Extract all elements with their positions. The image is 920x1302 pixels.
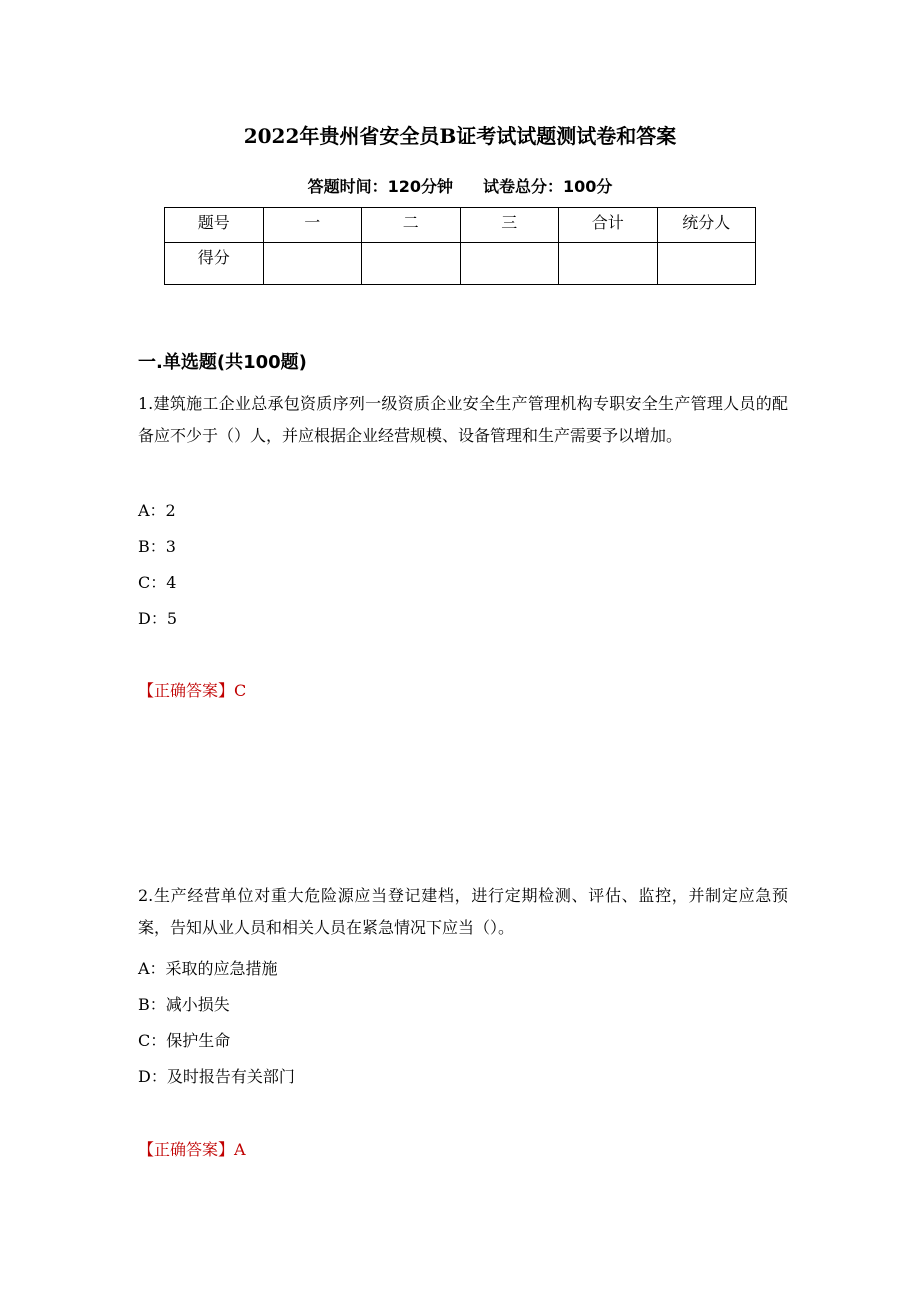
exam-meta — [0, 174, 920, 197]
question-option: A：采取的应急措施 — [138, 959, 278, 978]
score-table-header-cell: 二 — [362, 208, 461, 243]
answer-bracket-close: 】 — [218, 681, 235, 700]
score-table-score-row — [165, 243, 756, 285]
answer-value: C — [234, 681, 247, 700]
exam-time: 答题时间：120分钟 — [307, 177, 453, 196]
score-cell — [263, 243, 362, 285]
question-option: B：减小损失 — [138, 995, 230, 1014]
answer-label: 正确答案 — [154, 681, 219, 700]
question-option: C：保护生命 — [138, 1031, 231, 1050]
question-text: 1.建筑施工企业总承包资质序列一级资质企业安全生产管理机构专职安全生产管理人员的配备应不少于（）人，并应根据企业经营规模、设备管理和生产需要予以增加。 — [138, 394, 788, 445]
correct-answer — [138, 679, 246, 703]
score-table-row-label: 得分 — [165, 243, 264, 285]
score-cell — [559, 243, 658, 285]
answer-bracket-close: 】 — [218, 1140, 235, 1159]
score-cell — [657, 243, 756, 285]
answer-label: 正确答案 — [154, 1140, 219, 1159]
question-option: D：及时报告有关部门 — [138, 1067, 295, 1086]
question-text: 2.生产经营单位对重大危险源应当登记建档，进行定期检测、评估、监控，并制定应急预案，告知从业人员和相关人员在紧急情况下应当（）。 — [138, 886, 788, 937]
score-table — [164, 207, 756, 285]
score-table-header-cell: 统分人 — [657, 208, 756, 243]
document-title: 2022年贵州省安全员B证考试试题测试卷和答案 — [243, 124, 677, 148]
answer-bracket-open: 【 — [138, 1140, 155, 1159]
answer-value: A — [234, 1140, 246, 1159]
score-table-header-row — [165, 208, 756, 243]
section-title: 一.单选题(共100题) — [138, 352, 307, 373]
score-table-header-cell: 三 — [460, 208, 559, 243]
score-cell — [460, 243, 559, 285]
question-option: D：5 — [138, 609, 178, 628]
question-option: A：2 — [138, 501, 176, 520]
score-cell — [362, 243, 461, 285]
score-table-header-cell: 合计 — [559, 208, 658, 243]
total-score: 试卷总分：100分 — [483, 177, 613, 196]
question-option: C：4 — [138, 573, 177, 592]
answer-bracket-open: 【 — [138, 681, 155, 700]
score-table-header-cell: 一 — [263, 208, 362, 243]
score-table-header-cell: 题号 — [165, 208, 264, 243]
correct-answer — [138, 1138, 246, 1162]
question-option: B：3 — [138, 537, 176, 556]
